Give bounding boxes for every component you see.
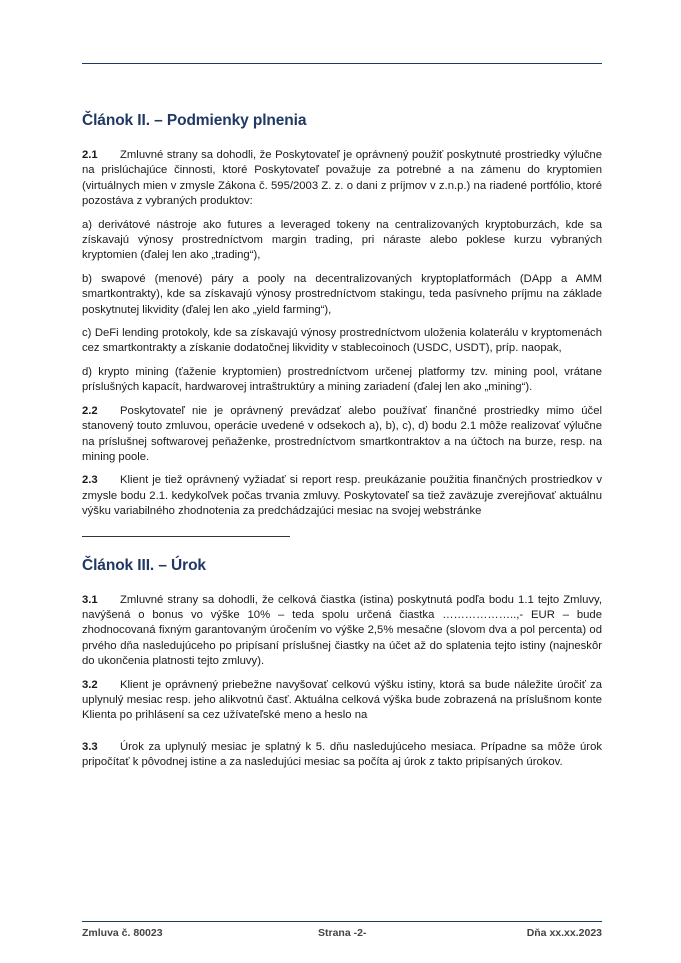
- article-3-heading: Článok III. – Úrok: [82, 556, 206, 574]
- paragraph-2-1: [82, 148, 602, 210]
- footer-rule: [82, 921, 602, 922]
- paragraph-number: 2.3: [82, 474, 98, 487]
- paragraph-number: 2.1: [82, 149, 98, 161]
- document-date: Dňa xx.xx.2023: [526, 927, 602, 939]
- paragraph-number: 3.1: [82, 593, 98, 606]
- section-divider: [82, 536, 290, 537]
- page-number: Strana -2-: [318, 927, 367, 939]
- paragraph-text: Úrok za uplynulý mesiac je splatný k 5. dňu nasledujúceho mesiaca. Prípadne sa môže úrok pripočítať k pôvodnej istine a za nasledujúci mesiac sa počíta aj úrok z takto pripísaných úrokov.: [82, 740, 602, 769]
- paragraph-text: Klient je oprávnený priebežne navyšovať celkovú výšku istiny, ktorá sa bude náležite úročiť za uplynulý mesiac resp. jeho alikvotnú časť. Aktuálna celková výška bude zobrazená na príslušnom konte Klienta po prihlásení sa cez užívateľské meno a heslo na: [82, 678, 602, 722]
- paragraph-2-2: [82, 404, 602, 466]
- paragraph-3-2: [82, 678, 602, 724]
- list-item-c: c) DeFi lending protokoly, kde sa získavajú výnosy prostredníctvom uloženia kolaterálu v kryptomenách cez smartkontrakty a získanie dodatočnej likvidity v stablecoinoch (USDC, USDT), príp. naopak,: [82, 327, 602, 355]
- paragraph-2-3: [82, 473, 602, 519]
- paragraph-text: Zmluvné strany sa dohodli, že Poskytovateľ je oprávnený použiť poskytnuté prostriedky výlučne na prislúchajúce činnosti, ktoré Poskytovateľ považuje za potrebné a na zámenu do kryptomien (virtuálnych mien v zmysle Zákona č. 595/2003 Z. z. o dani z príjmov v z.n.p.) na riadené portfólio, ktoré pozostáva z vybraných produktov:: [82, 149, 602, 208]
- paragraph-text: Poskytovateľ nie je oprávnený prevádzať alebo používať finančné prostriedky mimo účel stanovený touto zmluvou, operácie uvedené v odsekoch a), b), c), d) bodu 2.1 môže realizovať výlučne na príslušnej softwarovej peňaženke, prostredníctvom smartkontraktov a na účtoch na burze, resp. na mining poole.: [82, 404, 602, 463]
- contract-number: Zmluva č. 80023: [82, 927, 163, 939]
- list-item-d: d) krypto mining (ťaženie kryptomien) prostredníctvom určenej platformy tzv. mining pool, vrátane príslušných kapacít, hardwarovej intraštruktúry a mining zariadení (ďalej len ako „mining“).: [82, 365, 602, 394]
- paragraph-number: 3.2: [82, 678, 98, 691]
- paragraph-text: Klient je tiež oprávnený vyžiadať si report resp. preukázanie použitia finančných prostriedkov v zmysle bodu 2.1. kedykoľvek počas trvania zmluvy. Poskytovateľ sa tiež zaväzuje zverejňovať aktuálnu výšku variabilného zhodnotenia za predchádzajúci mesiac na svojej webstránke: [82, 474, 602, 518]
- paragraph-3-1: [82, 593, 602, 670]
- header-rule: [82, 63, 602, 64]
- document-body: [82, 112, 602, 779]
- paragraph-number: 3.3: [82, 740, 98, 753]
- paragraph-3-3: [82, 740, 602, 771]
- list-item-b: b) swapové (menové) páry a pooly na decentralizovaných kryptoplatformách (DApp a AMM smartkontrakty), kde sa získavajú výnosy prostredníctvom stakingu, teda pasívneho príjmu na základe poskytnutej likvidity (ďalej len ako „yield farming“),: [82, 272, 602, 316]
- paragraph-number: 2.2: [82, 404, 98, 417]
- article-2-heading: Článok II. – Podmienky plnenia: [82, 112, 307, 129]
- list-item-a: a) derivátové nástroje ako futures a leveraged tokeny na centralizovaných kryptoburzách, kde sa získavajú výnosy prostredníctvom margin trading, pri náraste alebo poklese kurzu vybraných kryptomien (ďalej len ako „trading“),: [82, 218, 602, 262]
- paragraph-text: Zmluvné strany sa dohodli, že celková čiastka (istina) poskytnutá podľa bodu 1.1 tejto Zmluvy, navýšená o bonus vo výške 10% – teda spolu určená čiastka ………………..,- EUR – bude zhodnocovaná fixným garantovaným úročením vo výške 2,5% mesačne (slovom dva a pol percenta) od prvého dňa nasledujúceho po pripísaní príslušnej čiastky na účet až do splatenia tejto istiny (najneskôr do ukončenia platnosti tejto zmluvy).: [82, 593, 602, 668]
